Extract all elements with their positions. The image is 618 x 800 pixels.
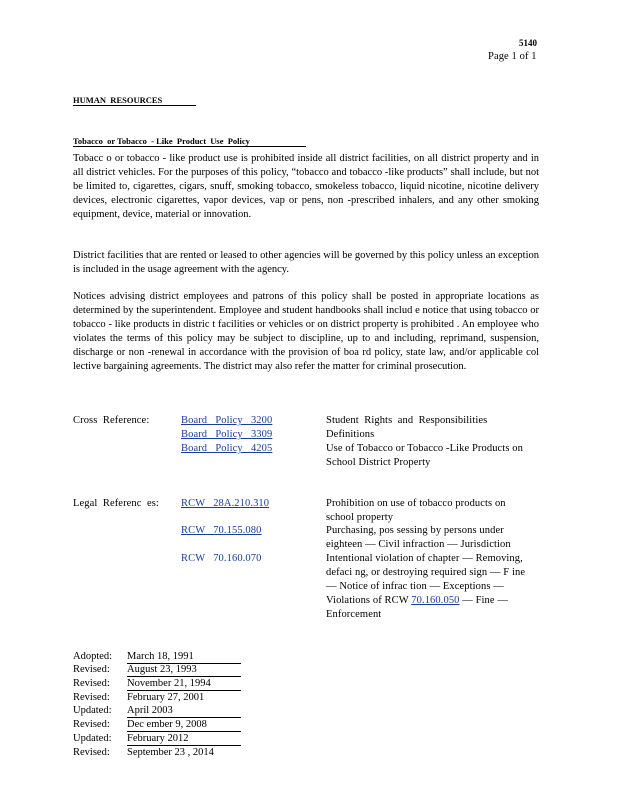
history-date: August 23, 1993	[127, 663, 241, 677]
legal-reference-link[interactable]: RCW 28A.210.310	[181, 498, 270, 509]
policy-number: 5140	[519, 38, 537, 48]
cross-reference-desc: Student Rights and Responsibilities	[326, 415, 488, 426]
cross-reference-desc: Definitions	[326, 429, 375, 440]
section-heading: HUMAN RESOURCES	[73, 95, 196, 106]
legal-reference-desc-text: Intentional violation of chapter — Removing, defaci ng, or destroying required sign — F ine — Notice of infrac tion — Exceptions — Violations of RCW	[326, 553, 526, 606]
history-label: Revised:	[73, 692, 110, 703]
history-label: Adopted:	[73, 651, 113, 662]
cross-reference-link[interactable]: Board Policy 4205	[181, 443, 273, 454]
cross-reference-link[interactable]: Board Policy 3200	[181, 415, 273, 426]
history-row	[73, 691, 205, 704]
history-date: April 2003	[127, 704, 241, 718]
history-row	[73, 704, 173, 717]
rcw-link[interactable]: 70.160.050	[411, 595, 460, 606]
cross-reference-desc: Use of Tobacco or Tobacco -Like Products on School District Property	[326, 443, 523, 468]
history-label: Revised:	[73, 747, 110, 758]
policy-paragraph: Notices advising district employees and patrons of this policy shall be posted in appropriate locations as determined by the superintendent. Employee and student handbooks shall includ e notice that using tobacco or tobacco - like products in distric t facilities or vehicles or on district property is prohibited . An employee who violates the terms of this policy may be subject to discipline, up to and including, reprimand, suspension, discharge or non -renewal in accordance with the provision of boa rd policy, state law, and/or applicable col lective bargaining agreements. The district may also refer the matter for criminal prosecution.	[73, 291, 539, 372]
history-label: Updated:	[73, 733, 112, 744]
history-row	[73, 650, 194, 663]
history-row	[73, 677, 211, 690]
legal-reference-link[interactable]: RCW 70.155.080	[181, 525, 262, 536]
policy-title: Tobacco or Tobacco - Like Product Use Policy	[73, 136, 306, 147]
history-date: February 2012	[127, 732, 241, 746]
policy-paragraph: Tobacc o or tobacco - like product use is prohibited inside all district facilities, on all district property and in all district vehicles. For the purposes of this policy, “tobacco and tobacco -like products” shall include, but not be limited to, cigarettes, cigars, snuff, smoking tobacco, smokeless tobacco, liquid nicotine, nicotine delivery devices, electronic cigarettes, vapor devices, vap or pens, non -prescribed inhalers, and any other smoking equipment, device, material or innovation.	[73, 153, 539, 220]
cross-reference-link[interactable]: Board Policy 3309	[181, 429, 273, 440]
history-date: November 21, 1994	[127, 677, 241, 691]
history-row	[73, 746, 214, 759]
history-row	[73, 732, 189, 745]
page-indicator: Page 1 of 1	[488, 51, 537, 62]
history-date: September 23 , 2014	[127, 747, 214, 758]
policy-paragraph: District facilities that are rented or leased to other agencies will be governed by this policy unless an exception is included in the usage agreement with the agency.	[73, 250, 539, 275]
history-date: March 18, 1991	[127, 650, 241, 664]
cross-reference-label: Cross Reference:	[73, 415, 150, 426]
history-date: Dec ember 9, 2008	[127, 718, 241, 732]
history-label: Revised:	[73, 664, 110, 675]
legal-reference-desc: Purchasing, pos sessing by persons under eighteen — Civil infraction — Jurisdiction	[326, 525, 511, 550]
legal-reference-desc-text: — Fine — Enforcement	[326, 595, 508, 620]
history-label: Updated:	[73, 705, 112, 716]
history-label: Revised:	[73, 678, 110, 689]
history-date: February 27, 2001	[127, 692, 205, 703]
history-row	[73, 718, 207, 731]
legal-reference-label: Legal Referenc es:	[73, 498, 159, 509]
legal-reference-ref: RCW 70.160.070	[181, 553, 262, 564]
history-row	[73, 663, 197, 676]
history-label: Revised:	[73, 719, 110, 730]
legal-reference-desc: Prohibition on use of tobacco products on school property	[326, 498, 506, 523]
legal-reference-desc	[326, 552, 533, 622]
